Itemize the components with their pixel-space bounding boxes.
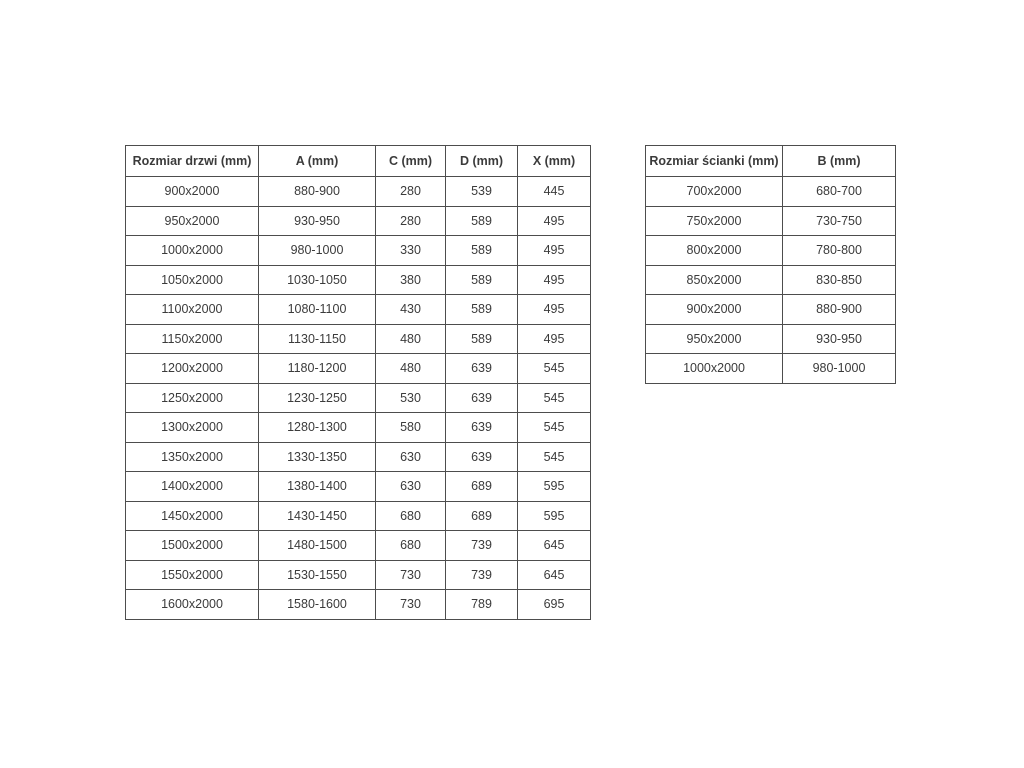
column-header: Rozmiar ścianki (mm) [646, 146, 783, 177]
table-cell: 580 [376, 413, 446, 443]
table-cell: 495 [518, 236, 591, 266]
table-cell: 980-1000 [259, 236, 376, 266]
table-cell: 639 [446, 383, 518, 413]
table-row [126, 177, 591, 207]
column-header: C (mm) [376, 146, 446, 177]
table-cell: 730 [376, 590, 446, 620]
column-header: A (mm) [259, 146, 376, 177]
table-row [126, 383, 591, 413]
table-row [126, 265, 591, 295]
table-cell: 900x2000 [646, 295, 783, 325]
table-cell: 739 [446, 560, 518, 590]
table-cell: 589 [446, 324, 518, 354]
table-cell: 880-900 [783, 295, 896, 325]
table-cell: 1450x2000 [126, 501, 259, 531]
table-row [126, 590, 591, 620]
table-row [126, 560, 591, 590]
table-cell: 1030-1050 [259, 265, 376, 295]
table-cell: 680 [376, 501, 446, 531]
table-cell: 1180-1200 [259, 354, 376, 384]
table-cell: 750x2000 [646, 206, 783, 236]
table-cell: 1380-1400 [259, 472, 376, 502]
table-row [646, 354, 896, 384]
table-cell: 1480-1500 [259, 531, 376, 561]
table-cell: 695 [518, 590, 591, 620]
table-row [646, 295, 896, 325]
table-cell: 800x2000 [646, 236, 783, 266]
table-cell: 595 [518, 472, 591, 502]
table-cell: 1200x2000 [126, 354, 259, 384]
table-row [126, 413, 591, 443]
table-row [126, 442, 591, 472]
table-cell: 639 [446, 442, 518, 472]
table-cell: 639 [446, 354, 518, 384]
table-cell: 680 [376, 531, 446, 561]
table-cell: 930-950 [783, 324, 896, 354]
table-cell: 1080-1100 [259, 295, 376, 325]
table-cell: 1150x2000 [126, 324, 259, 354]
table-cell: 480 [376, 354, 446, 384]
table-cell: 445 [518, 177, 591, 207]
table-cell: 589 [446, 265, 518, 295]
table-cell: 645 [518, 531, 591, 561]
table-cell: 639 [446, 413, 518, 443]
table-cell: 1500x2000 [126, 531, 259, 561]
table-cell: 730 [376, 560, 446, 590]
table-cell: 1350x2000 [126, 442, 259, 472]
table-cell: 789 [446, 590, 518, 620]
column-header: X (mm) [518, 146, 591, 177]
table-cell: 850x2000 [646, 265, 783, 295]
table-cell: 495 [518, 324, 591, 354]
table-cell: 1230-1250 [259, 383, 376, 413]
table-cell: 545 [518, 413, 591, 443]
table-cell: 1250x2000 [126, 383, 259, 413]
table-cell: 1000x2000 [646, 354, 783, 384]
table-row [126, 472, 591, 502]
table-cell: 739 [446, 531, 518, 561]
table-cell: 680-700 [783, 177, 896, 207]
table-cell: 330 [376, 236, 446, 266]
table-cell: 545 [518, 383, 591, 413]
table-cell: 700x2000 [646, 177, 783, 207]
table-cell: 539 [446, 177, 518, 207]
table-cell: 930-950 [259, 206, 376, 236]
table-cell: 689 [446, 501, 518, 531]
table-cell: 900x2000 [126, 177, 259, 207]
table-cell: 880-900 [259, 177, 376, 207]
table-row [126, 236, 591, 266]
table-cell: 545 [518, 354, 591, 384]
table-row [126, 324, 591, 354]
table-cell: 380 [376, 265, 446, 295]
table-cell: 1600x2000 [126, 590, 259, 620]
table-cell: 280 [376, 206, 446, 236]
table-row [646, 177, 896, 207]
table-cell: 830-850 [783, 265, 896, 295]
table-cell: 495 [518, 265, 591, 295]
table-cell: 595 [518, 501, 591, 531]
table-row [126, 206, 591, 236]
table-cell: 730-750 [783, 206, 896, 236]
table-cell: 780-800 [783, 236, 896, 266]
column-header: Rozmiar drzwi (mm) [126, 146, 259, 177]
table-cell: 1300x2000 [126, 413, 259, 443]
table-row [126, 295, 591, 325]
table-cell: 589 [446, 206, 518, 236]
column-header: D (mm) [446, 146, 518, 177]
table-cell: 545 [518, 442, 591, 472]
table-cell: 950x2000 [126, 206, 259, 236]
table-cell: 689 [446, 472, 518, 502]
table-cell: 495 [518, 206, 591, 236]
table-cell: 430 [376, 295, 446, 325]
table-header-row [646, 146, 896, 177]
table-cell: 1430-1450 [259, 501, 376, 531]
table-cell: 980-1000 [783, 354, 896, 384]
table-cell: 950x2000 [646, 324, 783, 354]
table-cell: 630 [376, 472, 446, 502]
table-cell: 530 [376, 383, 446, 413]
table-cell: 1550x2000 [126, 560, 259, 590]
table-cell: 1580-1600 [259, 590, 376, 620]
table-row [126, 501, 591, 531]
table-cell: 495 [518, 295, 591, 325]
door-sizes-table [125, 145, 591, 620]
table-cell: 1100x2000 [126, 295, 259, 325]
table-cell: 645 [518, 560, 591, 590]
table-row [646, 206, 896, 236]
table-cell: 1130-1150 [259, 324, 376, 354]
table-cell: 480 [376, 324, 446, 354]
table-row [646, 324, 896, 354]
table-cell: 1000x2000 [126, 236, 259, 266]
table-row [126, 531, 591, 561]
table-cell: 1530-1550 [259, 560, 376, 590]
table-row [646, 265, 896, 295]
table-cell: 630 [376, 442, 446, 472]
table-header-row [126, 146, 591, 177]
table-cell: 1330-1350 [259, 442, 376, 472]
column-header: B (mm) [783, 146, 896, 177]
table-cell: 1400x2000 [126, 472, 259, 502]
table-row [646, 236, 896, 266]
table-cell: 1280-1300 [259, 413, 376, 443]
table-row [126, 354, 591, 384]
table-cell: 280 [376, 177, 446, 207]
table-cell: 589 [446, 236, 518, 266]
wall-panel-sizes-table [645, 145, 896, 384]
table-cell: 1050x2000 [126, 265, 259, 295]
table-cell: 589 [446, 295, 518, 325]
